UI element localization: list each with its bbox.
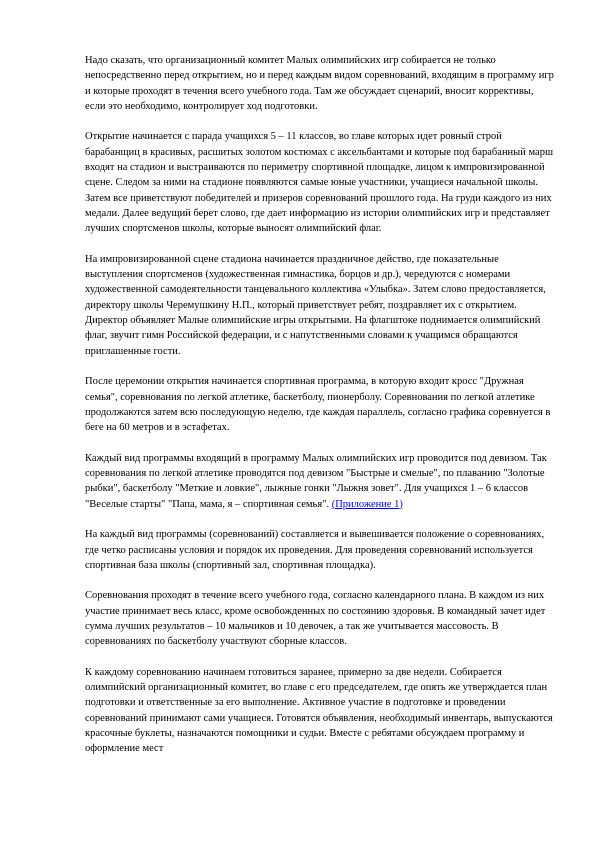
paragraph-opening-parade: Открытие начинается с парада учащихся 5 – 11 классов, во главе которых идет ровный строй барабанщиц в красивых, расшитых золотом костюмах с аксельбантами и которые под барабанный марш входят на стадион и выстраиваются по периметру спортивной площадке, лицом к импровизированной сцене. Следом за ними на стадионе появляются самые юные участники, учащиеся начальной школы. Затем все приветствуют победителей и призеров соревнований прошлого года. На груди каждого из них медали. Далее ведущий берет слово, где дает информацию из истории олимпийских игр и представляет лучших спортсменов школы, которые выносят олимпийский флаг. <box>85 131 554 235</box>
mottos-text: Каждый вид программы входящий в программу Малых олимпийских игр проводится под девизом. Так соревнования по легкой атлетике проводятся под девизом "Быстрые и смелые", по плаванию "Золотые рыбки", баскетболу "Меткие и ловкие", лыжные гонки "Лыжня зовет". Для учащихся 1 – 6 классов "Веселые старты" "Папа, мама, я – спортивная семья". <box>85 452 547 510</box>
document-body <box>85 53 555 772</box>
appendix-1-link[interactable]: (Приложение 1) <box>331 498 403 510</box>
paragraph-organizing-committee: Надо сказать, что организационный комитет Малых олимпийских игр собирается не только непосредственно перед открытием, но и перед каждым видом соревнований, входящим в программу игр и которые проходят в течения всего учебного года. Там же обсуждает сценарий, вносит коррективы, если это необходимо, контролирует ход подготовки. <box>85 55 554 112</box>
paragraph-regulations: На каждый вид программы (соревнований) составляется и вывешивается положение о соревнованиях, где четко расписаны условия и порядок их проведения. Для проведения соревнований используется спортивная база школы (спортивный зал, спортивная площадка). <box>85 529 545 571</box>
paragraph-stage-performance: На импровизированной сцене стадиона начинается праздничное действо, где показательные выступления спортсменов (художественная гимнастика, борцов и др.), чередуются с номерами художественной самодеятельности танцевального коллектива «Улыбка». Затем слово предоставляется, директору школы Черемушкину Н.П., который приветствует ребят, поздравляет их с открытием. Директор объявляет Малые олимпийские игры открытыми. На флагштоке поднимается олимпийский флаг, звучит гимн Российской федерации, и с напутственными словами к учащимся обращаются приглашенные гости. <box>85 253 546 357</box>
paragraph-mottos <box>85 451 555 512</box>
paragraph-schedule: Соревнования проходят в течение всего учебного года, согласно календарного плана. В каждом из них участие принимает весь класс, кроме освобожденных по состоянию здоровья. В командный зачет идет сумма лучших результатов – 10 мальчиков и 10 девочек, а так же учитывается массовость. В соревнованиях по баскетболу участвуют сборные классов. <box>85 590 546 648</box>
paragraph-preparation: К каждому соревнованию начинаем готовиться заранее, примерно за две недели. Собирается олимпийский организационный комитет, во главе с его председателем, где опять же утверждается план подготовки и ответственные за его выполнение. Активное участие в подготовке и проведении соревнований принимают сами учащиеся. Готовятся объявления, необходимый инвентарь, выпускаются красочные буклеты, назначаются помощники и судьи. Вместе с ребятами обсуждаем программу и оформление мест <box>85 666 553 755</box>
paragraph-sports-program: После церемонии открытия начинается спортивная программа, в которую входит кросс "Дружная семья", соревнования по легкой атлетике, баскетболу, пионерболу. Соревнования по легкой атлетике продолжаются затем всю последующую неделю, где каждая параллель, согласно графика соревнуется в беге на 60 метров и в эстафетах. <box>85 376 551 434</box>
